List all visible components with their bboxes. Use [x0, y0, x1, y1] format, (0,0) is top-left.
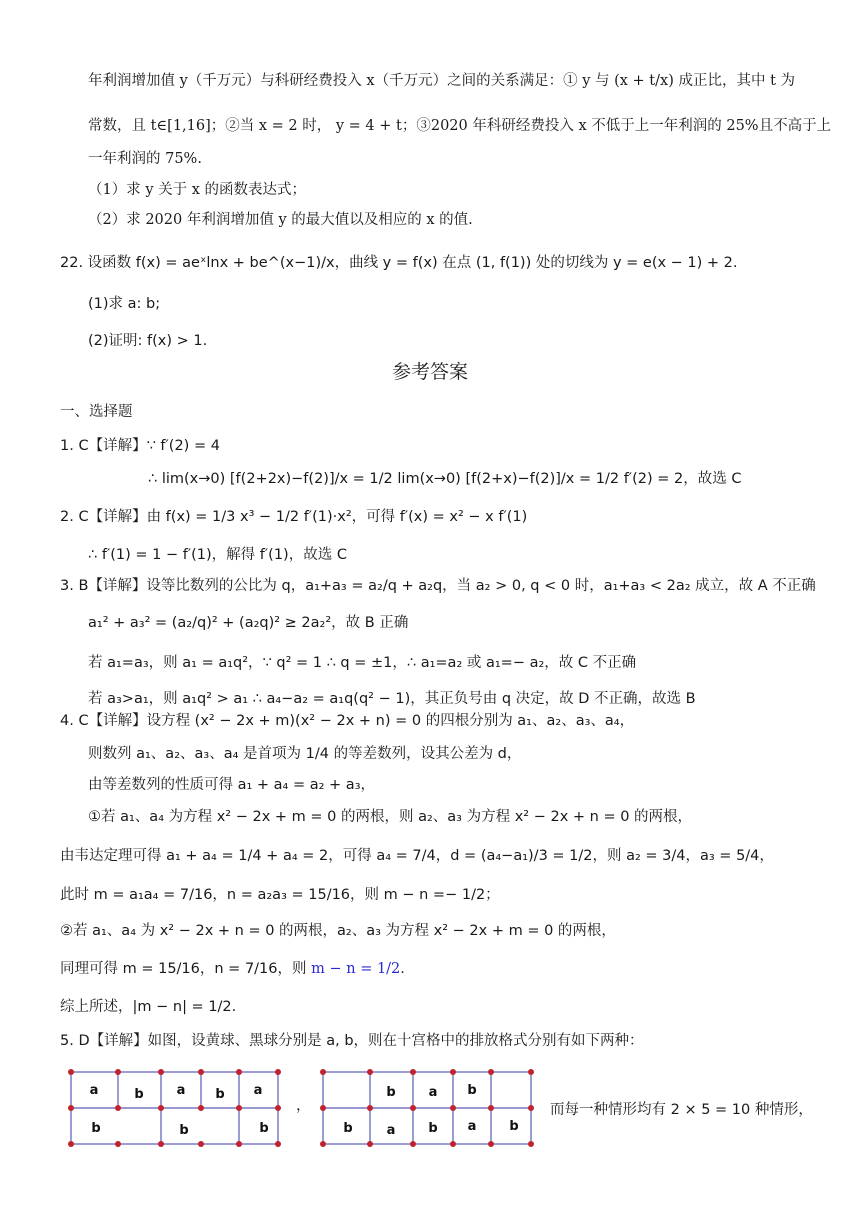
p22-question1: (1)求 a: b;	[88, 296, 161, 312]
answer4-line8-prefix: 同理可得 m = 15/16，n = 7/16，则	[60, 961, 312, 977]
p21-line3: 一年利润的 75%.	[88, 151, 202, 167]
p22-question2: (2)证明: f(x) > 1.	[88, 333, 208, 349]
grid2-cell-bottom-1: b	[343, 1121, 353, 1136]
grid2-cell-bottom-2: a	[386, 1123, 396, 1138]
grid2-cell-top-4: b	[467, 1083, 477, 1098]
answer5-line1: 5. D【详解】如图，设黄球、黑球分别是 a, b，则在十宫格中的排放格式分别有如下两种：	[60, 1033, 644, 1049]
p21-question1: （1）求 y 关于 x 的函数表达式；	[88, 182, 307, 198]
grid-separator: ，	[296, 1098, 311, 1114]
grid1-cell-bottom-1: b	[91, 1121, 101, 1136]
grid1-cell-top-4: b	[215, 1087, 225, 1102]
answer4-line6: 此时 m = a₁a₄ = 7/16，n = a₂a₃ = 15/16，则 m − n =− 1/2；	[60, 887, 500, 903]
grid2-cell-top-3: a	[428, 1085, 438, 1100]
answer5-tail: 而每一种情形均有 2 × 5 = 10 种情形，	[550, 1102, 813, 1118]
answer4-line3: 由等差数列的性质可得 a₁ + a₄ = a₂ + a₃，	[88, 777, 376, 793]
grid2-cell-top-2: b	[386, 1085, 396, 1100]
answer3-line3: 若 a₁=a₃，则 a₁ = a₁q²，∵ q² = 1 ∴ q = ±1，∴ a₁=a₂ 或 a₁=− a₂，故 C 不正确	[88, 655, 637, 671]
p21-line1: 年利润增加值 y（千万元）与科研经费投入 x（千万元）之间的关系满足：① y 与 (x + t/x) 成正比，其中 t 为	[88, 73, 796, 89]
answer3-line1: 3. B【详解】设等比数列的公比为 q，a₁+a₃ = a₂/q + a₂q，当 a₂ > 0, q < 0 时，a₁+a₃ < 2a₂ 成立，故 A 不正确	[60, 578, 816, 594]
answer2-line2: ∴ f′(1) = 1 − f′(1)，解得 f′(1)，故选 C	[88, 547, 347, 563]
answer4-line2: 则数列 a₁、a₂、a₃、a₄ 是首项为 1/4 的等差数列，设其公差为 d，	[88, 746, 522, 762]
grid2-cell-bottom-3: b	[428, 1121, 438, 1136]
grid1-cell-bottom-5: b	[259, 1121, 269, 1136]
answer2-line1: 2. C【详解】由 f(x) = 1/3 x³ − 1/2 f′(1)·x²，可得 f′(x) = x² − x f′(1)	[60, 509, 528, 525]
grid1-cell-top-1: a	[89, 1083, 99, 1098]
grid2-cell-bottom-4: a	[467, 1119, 477, 1134]
answer1-line2: ∴ lim(x→0) [f(2+2x)−f(2)]/x = 1/2 lim(x→0) [f(2+x)−f(2)]/x = 1/2 f′(2) = 2，故选 C	[148, 471, 742, 487]
answer4-line9: 综上所述，|m − n| = 1/2.	[60, 999, 237, 1015]
grid-figure-2	[318, 1068, 538, 1148]
grid1-cell-bottom-3: b	[179, 1123, 189, 1138]
answer4-line8-suffix: .	[400, 961, 405, 977]
answer3-line2: a₁² + a₃² = (a₂/q)² + (a₂q)² ≥ 2a₂²，故 B 正确	[88, 615, 409, 631]
answer3-line4: 若 a₃>a₁，则 a₁q² > a₁ ∴ a₄−a₂ = a₁q(q² − 1)，其正负号由 q 决定，故 D 不正确，故选 B	[88, 691, 696, 707]
grid-figure-1	[66, 1068, 286, 1148]
section-heading: 一、选择题	[60, 404, 133, 420]
grid1-cell-top-5: a	[253, 1083, 263, 1098]
answers-title: 参考答案	[391, 361, 468, 383]
p21-line2: 常数，且 t∈[1,16]；②当 x = 2 时， y = 4 + t；③2020 年科研经费投入 x 不低于上一年利润的 25%且不高于上	[88, 118, 832, 134]
grid2-cell-bottom-5: b	[509, 1119, 519, 1134]
answer4-line4: ①若 a₁、a₄ 为方程 x² − 2x + m = 0 的两根，则 a₂、a₃ 为方程 x² − 2x + n = 0 的两根，	[88, 809, 693, 825]
p22-stem: 22. 设函数 f(x) = aeˣlnx + be^(x−1)/x，曲线 y = f(x) 在点 (1, f(1)) 处的切线为 y = e(x − 1) + 2.	[60, 255, 738, 271]
answer4-line5: 由韦达定理可得 a₁ + a₄ = 1/4 + a₄ = 2，可得 a₄ = 7/4，d = (a₄−a₁)/3 = 1/2，则 a₂ = 3/4，a₃ = 5/4，	[60, 848, 774, 864]
grid1-cell-top-3: a	[176, 1083, 186, 1098]
answer4-highlight: m − n = 1/2	[311, 961, 401, 977]
answer4-line7: ②若 a₁、a₄ 为 x² − 2x + n = 0 的两根，a₂、a₃ 为方程 x² − 2x + m = 0 的两根，	[60, 923, 616, 939]
grid1-cell-top-2: b	[134, 1087, 144, 1102]
answer1-line1: 1. C【详解】∵ f′(2) = 4	[60, 438, 220, 454]
answer4-line1: 4. C【详解】设方程 (x² − 2x + m)(x² − 2x + n) = 0 的四根分别为 a₁、a₂、a₃、a₄，	[60, 713, 635, 729]
p21-question2: （2）求 2020 年利润增加值 y 的最大值以及相应的 x 的值.	[88, 212, 473, 228]
answer4-line8	[60, 958, 405, 980]
